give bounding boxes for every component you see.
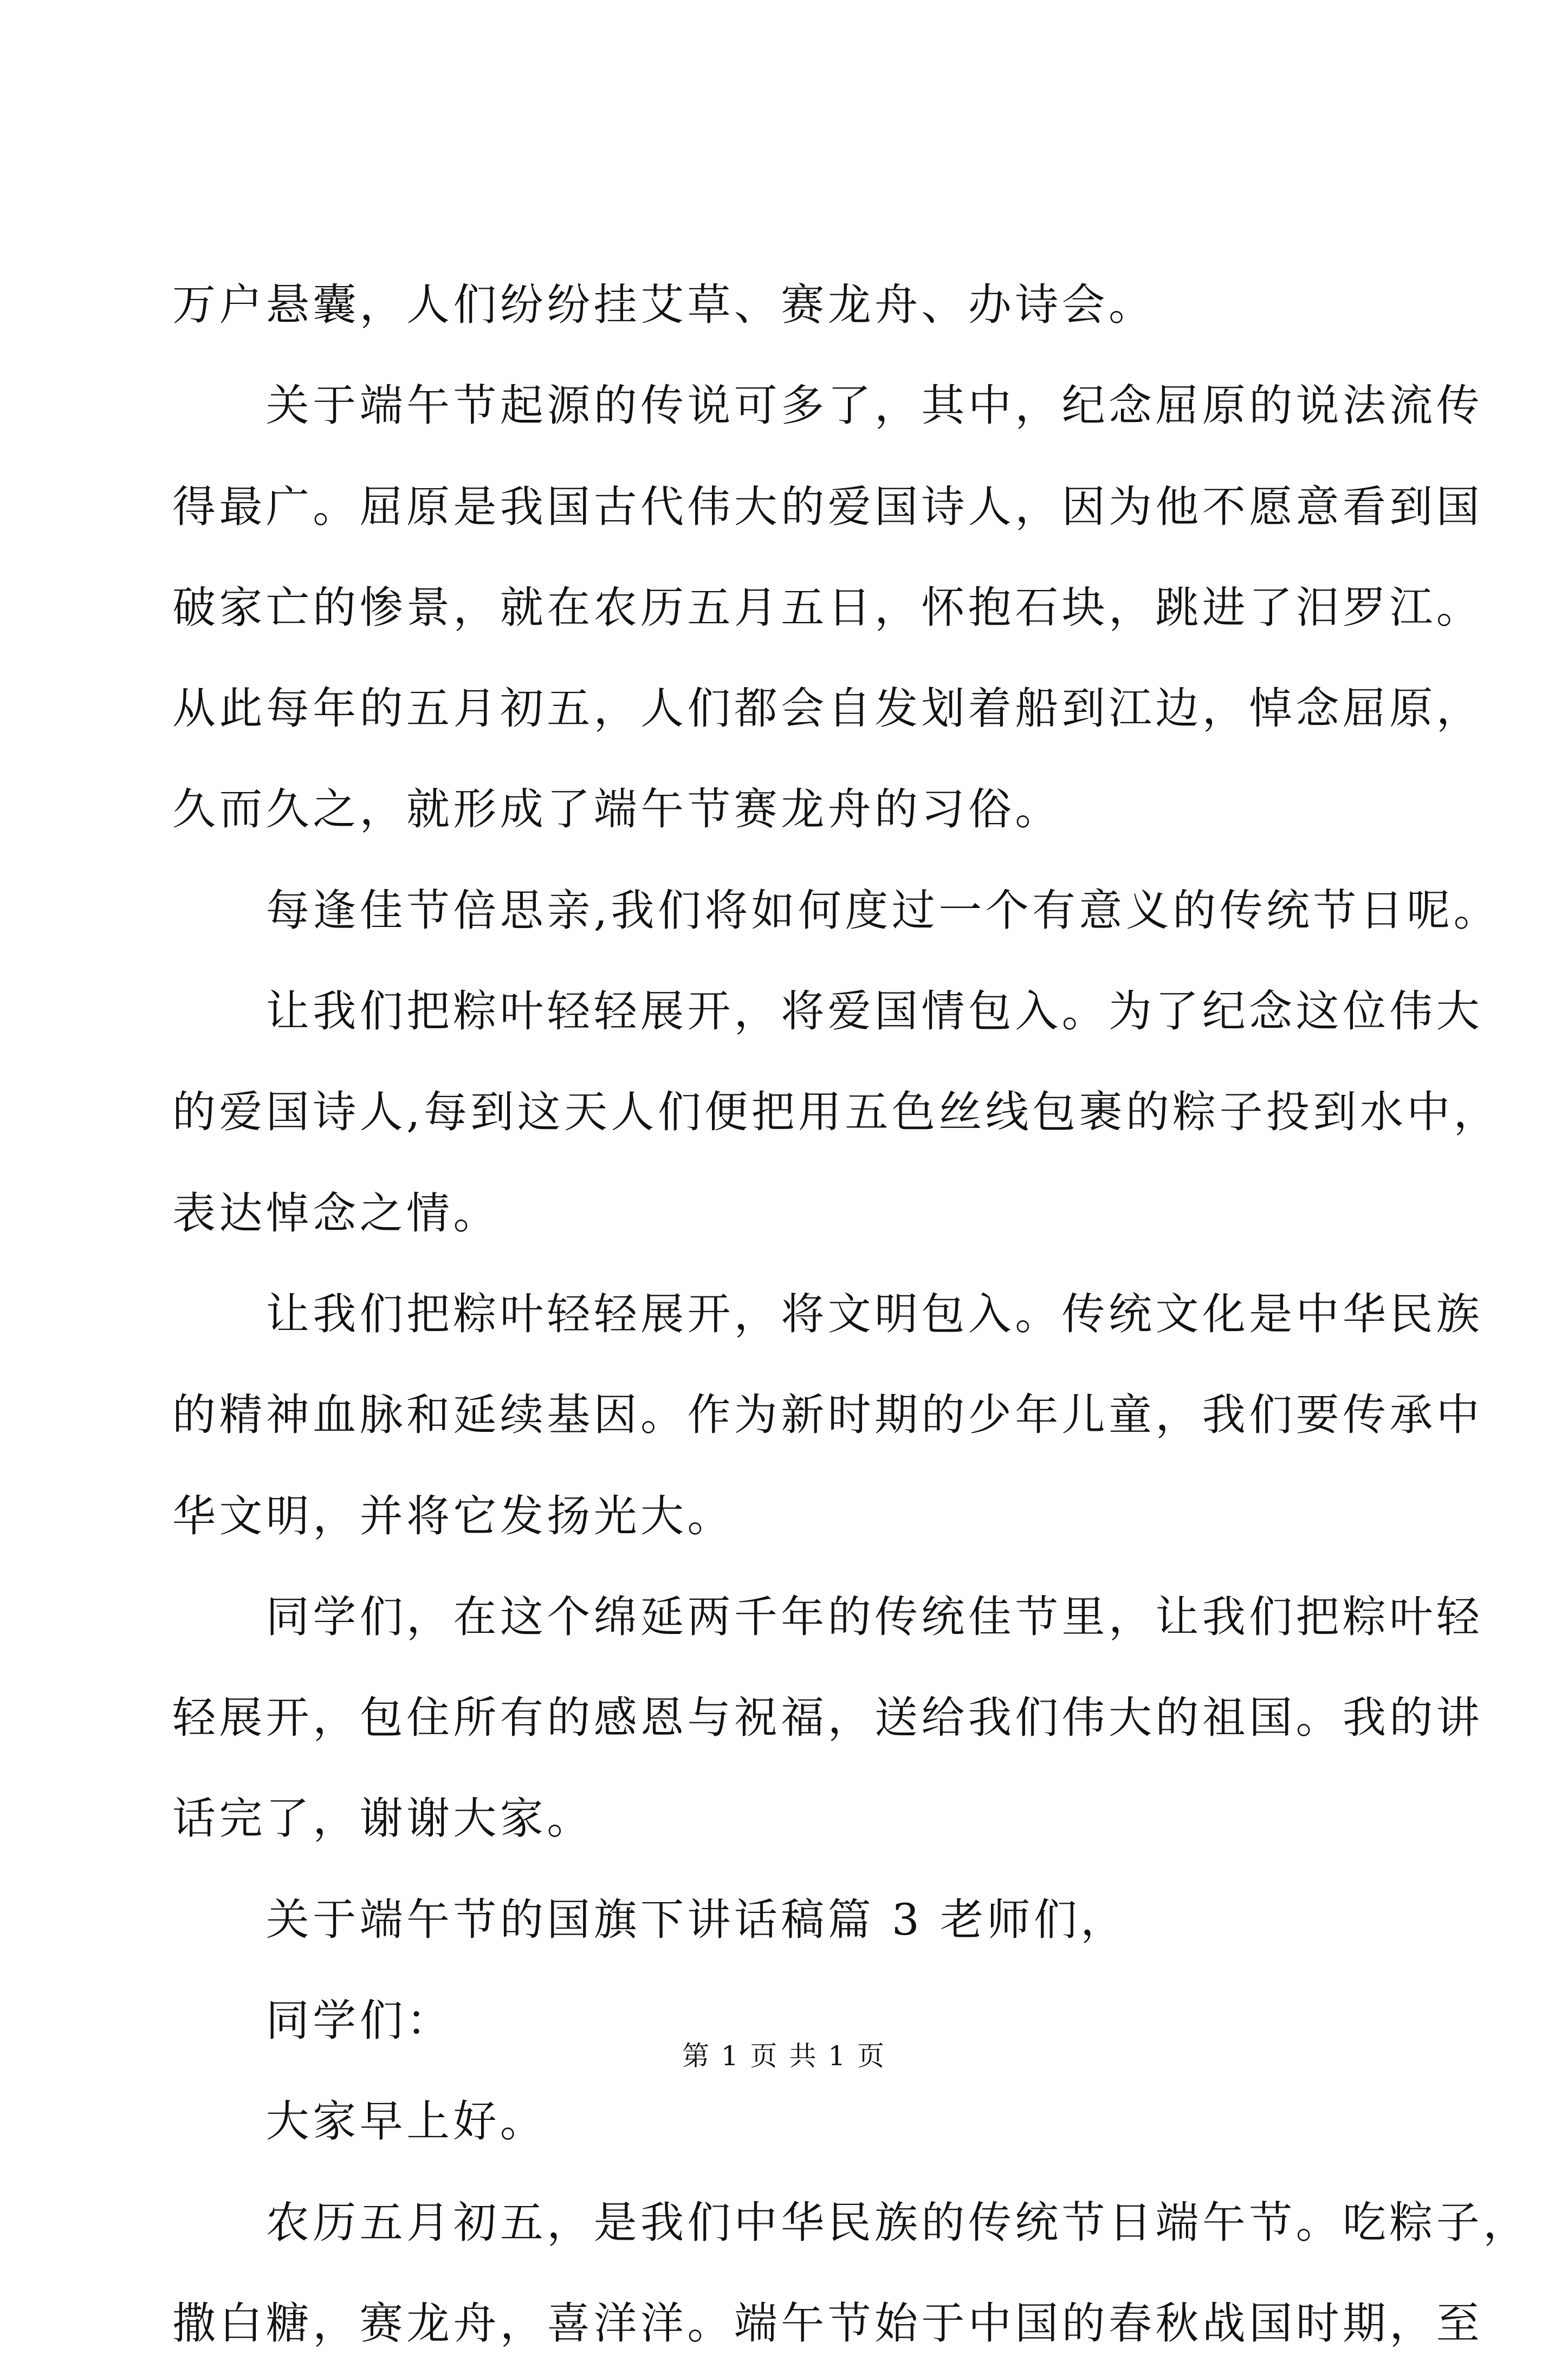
text-line: 让我们把粽叶轻轻展开，将文明包入。传统文化是中华民族: [172, 1288, 1483, 1339]
text-line: 关于端午节的国旗下讲话稿篇 3 老师们，: [172, 1894, 1128, 1945]
text-line: 的精神血脉和延续基因。作为新时期的少年儿童，我们要传承中: [172, 1390, 1483, 1441]
text-line: 撒白糖，赛龙舟，喜洋洋。端午节始于中国的春秋战国时期，至: [172, 2298, 1483, 2349]
text-line: 农历五月初五，是我们中华民族的传统节日端午节。吃粽子，: [172, 2197, 1530, 2248]
text-line: 表达悼念之情。: [172, 1188, 500, 1238]
text-line: 万户悬囊，人们纷纷挂艾草、赛龙舟、办诗会。: [172, 280, 1156, 330]
text-line: 轻展开，包住所有的感恩与祝福，送给我们伟大的祖国。我的讲: [172, 1692, 1483, 1743]
text-line: 的爱国诗人,每到这天人们便把用五色丝线包裹的粽子投到水中，: [172, 1087, 1501, 1138]
page-footer: 第 1 页 共 1 页: [682, 2040, 886, 2072]
text-line: 同学们：: [172, 1995, 453, 2046]
text-line: 破家亡的惨景，就在农历五月五日，怀抱石块，跳进了汨罗江。: [172, 582, 1483, 633]
text-line: 每逢佳节倍思亲,我们将如何度过一个有意义的传统节日呢。: [172, 885, 1501, 936]
text-line: 得最广。屈原是我国古代伟大的爱国诗人，因为他不愿意看到国: [172, 481, 1483, 532]
text-line: 华文明，并将它发扬光大。: [172, 1490, 734, 1541]
text-line: 大家早上好。: [172, 2096, 547, 2147]
text-line: 让我们把粽叶轻轻展开，将爱国情包入。为了纪念这位伟大: [172, 986, 1483, 1037]
text-line: 关于端午节起源的传说可多了，其中，纪念屈原的说法流传: [172, 380, 1483, 431]
text-line: 从此每年的五月初五，人们都会自发划着船到江边，悼念屈原，: [172, 683, 1483, 734]
text-line: 同学们，在这个绵延两千年的传统佳节里，让我们把粽叶轻: [172, 1591, 1483, 1642]
text-line: 话完了，谢谢大家。: [172, 1793, 594, 1844]
text-line: 久而久之，就形成了端午节赛龙舟的习俗。: [172, 784, 1062, 835]
